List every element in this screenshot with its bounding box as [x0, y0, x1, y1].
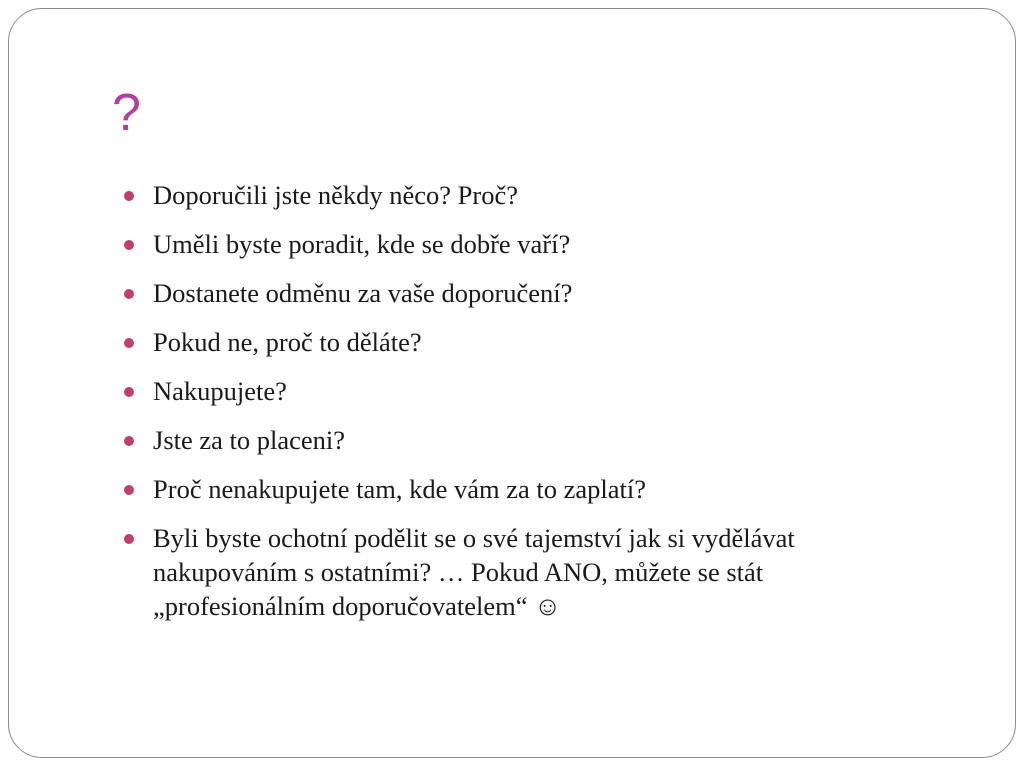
- slide-title: ?: [112, 84, 141, 142]
- bullet-text: Dostanete odměnu za vaše doporučení?: [153, 278, 573, 308]
- bullet-dot-icon: [124, 240, 134, 250]
- bullet-dot-icon: [124, 191, 134, 201]
- bullet-dot-icon: [124, 338, 134, 348]
- bullet-dot-icon: [124, 534, 134, 544]
- slide: [8, 8, 1016, 758]
- bullet-text: Uměli byste poradit, kde se dobře vaří?: [153, 229, 571, 259]
- bullet-dot-icon: [124, 289, 134, 299]
- bullet-item: [121, 521, 911, 623]
- bullet-text: Pokud ne, proč to děláte?: [153, 327, 422, 357]
- bullet-text: Byli byste ochotní podělit se o své tajemství jak si vydělávat nakupováním s ostatními? … Pokud ANO, můžete se stát „profesionálním doporučovatelem“ ☺: [153, 523, 795, 621]
- bullet-item: [121, 374, 911, 408]
- bullet-item: [121, 276, 911, 310]
- bullet-dot-icon: [124, 387, 134, 397]
- bullet-item: [121, 423, 911, 457]
- bullet-dot-icon: [124, 436, 134, 446]
- bullet-item: [121, 178, 911, 212]
- bullet-list: [121, 178, 911, 638]
- bullet-text: Jste za to placeni?: [153, 425, 346, 455]
- bullet-item: [121, 472, 911, 506]
- bullet-text: Proč nenakupujete tam, kde vám za to zaplatí?: [153, 474, 646, 504]
- bullet-text: Doporučili jste někdy něco? Proč?: [153, 180, 518, 210]
- bullet-dot-icon: [124, 485, 134, 495]
- bullet-item: [121, 227, 911, 261]
- bullet-item: [121, 325, 911, 359]
- bullet-text: Nakupujete?: [153, 376, 287, 406]
